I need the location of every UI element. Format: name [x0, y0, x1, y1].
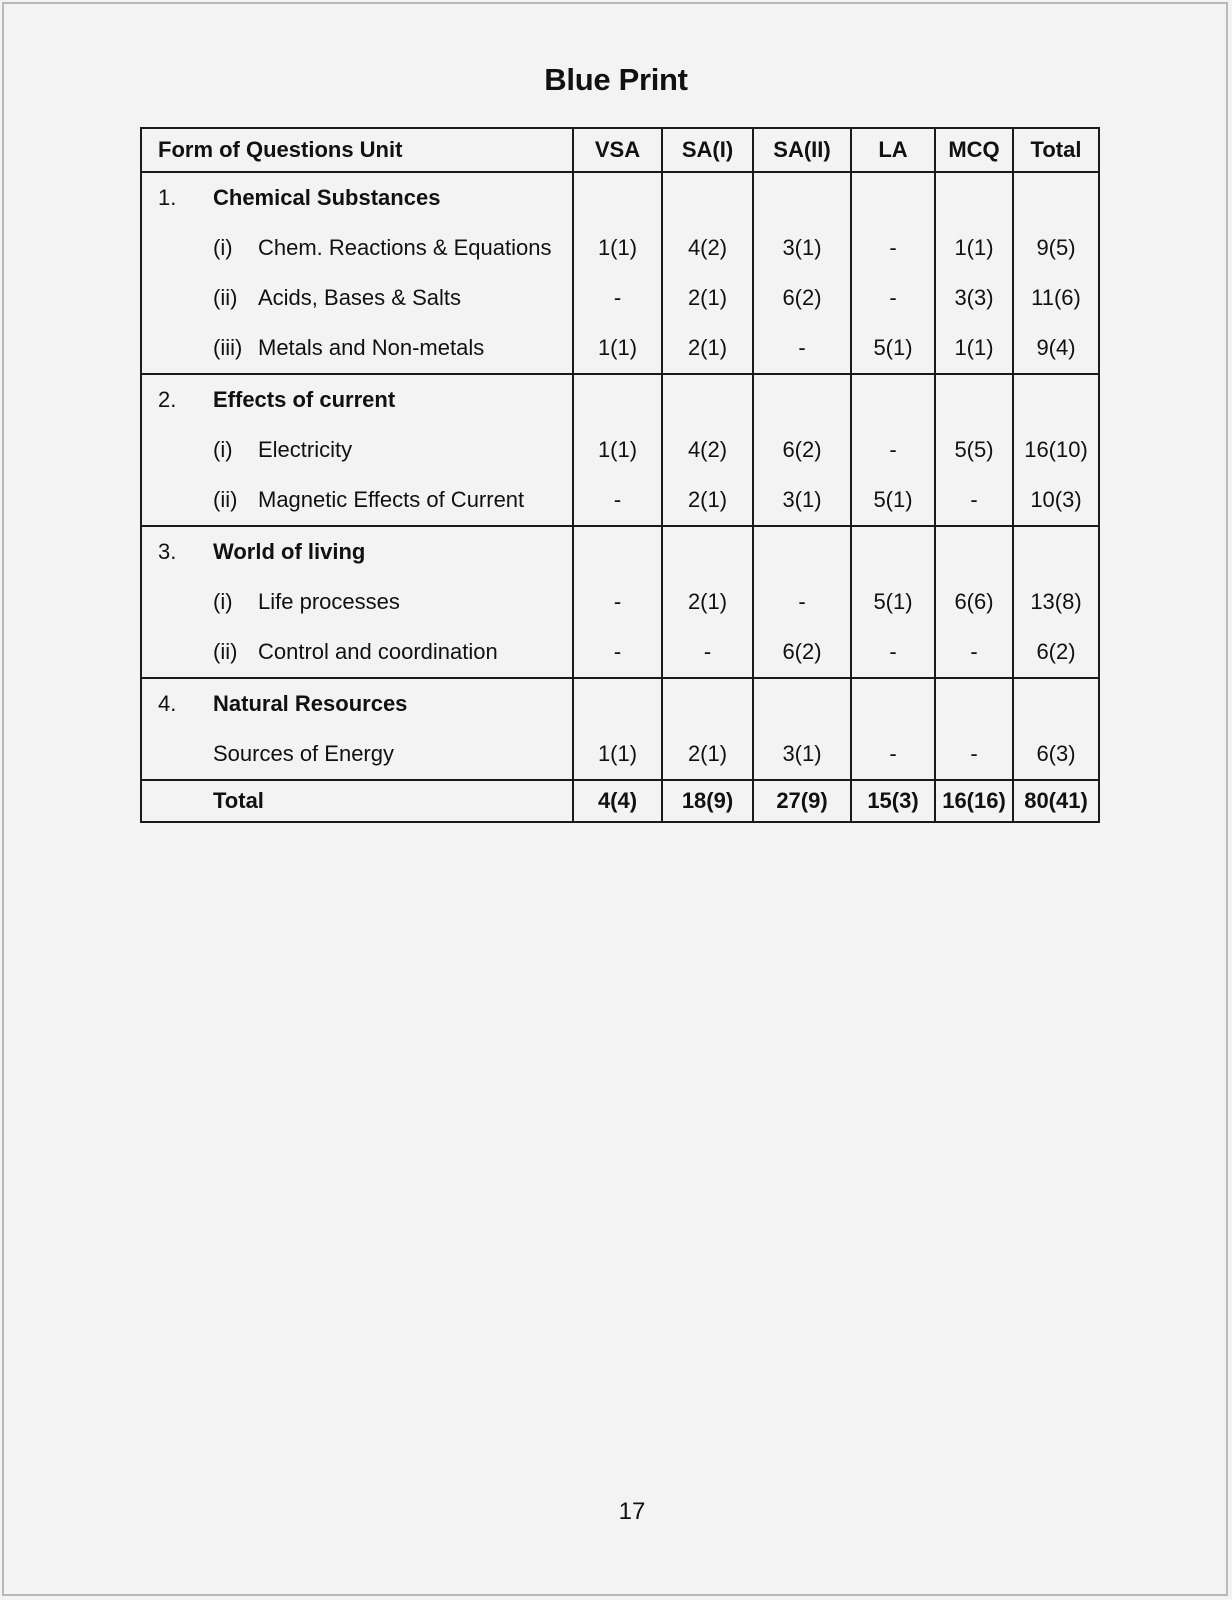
total-label: Total: [213, 788, 264, 813]
topic-label: Life processes: [258, 589, 400, 614]
topic-cell: [141, 729, 573, 780]
topic-cell: [141, 425, 573, 475]
value-cell: -: [851, 729, 935, 780]
section-number: 1.: [158, 185, 177, 210]
section-row: [141, 678, 1099, 729]
topic-index: (ii): [213, 487, 238, 512]
empty-cell: [662, 526, 753, 577]
table-header-row: [141, 128, 1099, 172]
section-row: [141, 172, 1099, 223]
value-cell: 2(1): [662, 475, 753, 526]
total-value-cell: 18(9): [662, 780, 753, 822]
value-cell: 6(2): [753, 273, 851, 323]
value-cell: -: [662, 627, 753, 678]
empty-cell: [662, 172, 753, 223]
empty-cell: [573, 172, 662, 223]
section-number: 4.: [158, 691, 177, 716]
table-row: [141, 475, 1099, 526]
value-cell: -: [851, 425, 935, 475]
table-row: [141, 577, 1099, 627]
value-cell: 6(2): [1013, 627, 1099, 678]
section-cell: [141, 678, 573, 729]
page-number: 17: [618, 1498, 646, 1525]
value-cell: -: [753, 577, 851, 627]
value-cell: 11(6): [1013, 273, 1099, 323]
value-cell: -: [573, 577, 662, 627]
value-cell: 9(4): [1013, 323, 1099, 374]
topic-cell: [141, 627, 573, 678]
empty-cell: [1013, 172, 1099, 223]
header-unit: Form of Questions Unit: [141, 128, 573, 172]
header-total: Total: [1013, 128, 1099, 172]
value-cell: -: [753, 323, 851, 374]
empty-cell: [1013, 526, 1099, 577]
value-cell: 1(1): [573, 223, 662, 273]
value-cell: -: [573, 475, 662, 526]
value-cell: 3(1): [753, 729, 851, 780]
topic-label: Metals and Non-metals: [258, 335, 485, 360]
topic-index: (iii): [213, 335, 243, 360]
empty-cell: [753, 374, 851, 425]
value-cell: 5(1): [851, 323, 935, 374]
value-cell: 3(3): [935, 273, 1013, 323]
value-cell: 3(1): [753, 223, 851, 273]
header-mcq: MCQ: [935, 128, 1013, 172]
section-row: [141, 526, 1099, 577]
topic-index: (ii): [213, 639, 238, 664]
value-cell: 10(3): [1013, 475, 1099, 526]
header-la: LA: [851, 128, 935, 172]
header-vsa: VSA: [573, 128, 662, 172]
value-cell: 5(5): [935, 425, 1013, 475]
section-cell: [141, 374, 573, 425]
topic-label: Control and coordination: [258, 639, 498, 664]
value-cell: 2(1): [662, 323, 753, 374]
value-cell: 1(1): [573, 425, 662, 475]
value-cell: 9(5): [1013, 223, 1099, 273]
value-cell: -: [573, 627, 662, 678]
value-cell: -: [935, 475, 1013, 526]
header-sa2: SA(II): [753, 128, 851, 172]
empty-cell: [662, 678, 753, 729]
value-cell: 6(3): [1013, 729, 1099, 780]
section-cell: [141, 172, 573, 223]
value-cell: 2(1): [662, 273, 753, 323]
value-cell: 13(8): [1013, 577, 1099, 627]
topic-index: (i): [213, 235, 233, 260]
table-row: [141, 729, 1099, 780]
section-title: Chemical Substances: [213, 185, 441, 210]
topic-label: Electricity: [258, 437, 353, 462]
topic-label: Chem. Reactions & Equations: [258, 235, 552, 260]
empty-cell: [662, 374, 753, 425]
value-cell: 16(10): [1013, 425, 1099, 475]
empty-cell: [573, 526, 662, 577]
empty-cell: [851, 678, 935, 729]
section-cell: [141, 526, 573, 577]
section-number: 3.: [158, 539, 177, 564]
value-cell: -: [935, 627, 1013, 678]
total-value-cell: 4(4): [573, 780, 662, 822]
table-row: [141, 627, 1099, 678]
table-row: [141, 323, 1099, 374]
blue-print-table: [140, 127, 1100, 823]
value-cell: 3(1): [753, 475, 851, 526]
topic-cell: [141, 223, 573, 273]
value-cell: 1(1): [573, 323, 662, 374]
topic-label: Sources of Energy: [213, 741, 394, 766]
value-cell: 4(2): [662, 223, 753, 273]
topic-label: Magnetic Effects of Current: [258, 487, 525, 512]
header-sa1: SA(I): [662, 128, 753, 172]
empty-cell: [573, 678, 662, 729]
table-row: [141, 425, 1099, 475]
value-cell: 2(1): [662, 577, 753, 627]
empty-cell: [935, 374, 1013, 425]
value-cell: 5(1): [851, 577, 935, 627]
value-cell: 5(1): [851, 475, 935, 526]
empty-cell: [753, 678, 851, 729]
value-cell: 1(1): [935, 223, 1013, 273]
section-title: Effects of current: [213, 387, 396, 412]
table-row: [141, 223, 1099, 273]
empty-cell: [935, 526, 1013, 577]
topic-cell: [141, 475, 573, 526]
value-cell: 2(1): [662, 729, 753, 780]
empty-cell: [851, 374, 935, 425]
empty-cell: [935, 678, 1013, 729]
topic-cell: [141, 273, 573, 323]
value-cell: -: [851, 273, 935, 323]
value-cell: 4(2): [662, 425, 753, 475]
empty-cell: [1013, 678, 1099, 729]
topic-index: (i): [213, 437, 233, 462]
empty-cell: [753, 172, 851, 223]
total-value-cell: 15(3): [851, 780, 935, 822]
value-cell: 6(2): [753, 425, 851, 475]
topic-cell: [141, 323, 573, 374]
value-cell: -: [851, 223, 935, 273]
section-number: 2.: [158, 387, 177, 412]
topic-label: Acids, Bases & Salts: [258, 285, 461, 310]
empty-cell: [1013, 374, 1099, 425]
total-value-cell: 27(9): [753, 780, 851, 822]
value-cell: -: [935, 729, 1013, 780]
total-value-cell: 80(41): [1013, 780, 1099, 822]
total-row: [141, 780, 1099, 822]
topic-cell: [141, 577, 573, 627]
value-cell: -: [851, 627, 935, 678]
total-label-cell: [141, 780, 573, 822]
page-title: Blue Print: [544, 62, 688, 97]
value-cell: 1(1): [935, 323, 1013, 374]
section-title: Natural Resources: [213, 691, 408, 716]
empty-cell: [851, 172, 935, 223]
total-value-cell: 16(16): [935, 780, 1013, 822]
empty-cell: [573, 374, 662, 425]
empty-cell: [851, 526, 935, 577]
table-row: [141, 273, 1099, 323]
section-row: [141, 374, 1099, 425]
value-cell: 1(1): [573, 729, 662, 780]
empty-cell: [935, 172, 1013, 223]
value-cell: -: [573, 273, 662, 323]
topic-index: (i): [213, 589, 233, 614]
value-cell: 6(2): [753, 627, 851, 678]
empty-cell: [753, 526, 851, 577]
section-title: World of living: [213, 539, 366, 564]
value-cell: 6(6): [935, 577, 1013, 627]
topic-index: (ii): [213, 285, 238, 310]
